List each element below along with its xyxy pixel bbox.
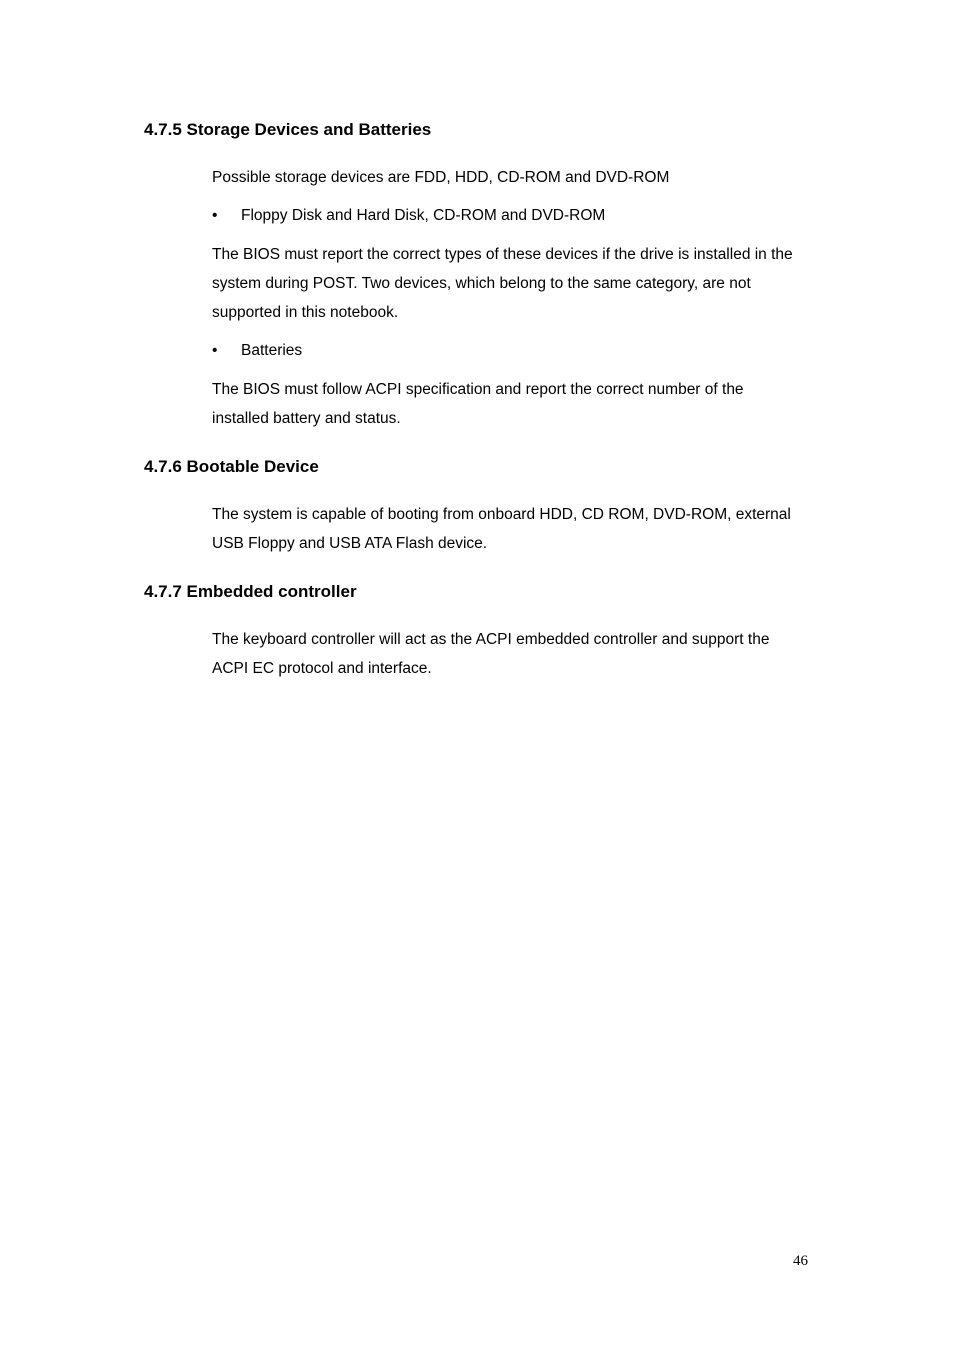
paragraph-line: system during POST. Two devices, which belong to the same category, are not (212, 275, 751, 292)
paragraph-line: The BIOS must report the correct types of these devices if the drive is installed in the (212, 246, 793, 263)
paragraph-line: The system is capable of booting from onboard HDD, CD ROM, DVD-ROM, external (212, 506, 791, 523)
bootable-paragraph (212, 500, 822, 558)
battery-bios-paragraph (212, 375, 822, 433)
paragraph-line: The BIOS must follow ACPI specification and report the correct number of the (212, 381, 744, 398)
paragraph-line: USB Floppy and USB ATA Flash device. (212, 535, 488, 552)
storage-bios-paragraph (212, 240, 822, 327)
section-heading-bootable: 4.7.6 Bootable Device (144, 457, 319, 476)
paragraph-line: supported in this notebook. (212, 304, 399, 321)
paragraph-line: installed battery and status. (212, 410, 401, 427)
bullet-icon: • (212, 207, 218, 224)
embedded-paragraph (212, 625, 822, 683)
paragraph-line: The keyboard controller will act as the ACPI embedded controller and support the (212, 631, 770, 648)
page-number: 46 (793, 1253, 808, 1269)
paragraph-line: Possible storage devices are FDD, HDD, CD-ROM and DVD-ROM (212, 169, 670, 186)
bullet-icon: • (212, 342, 218, 359)
section-heading-storage: 4.7.5 Storage Devices and Batteries (144, 120, 432, 139)
bullet-text: Floppy Disk and Hard Disk, CD-ROM and DVD-ROM (241, 207, 606, 224)
section-heading-embedded: 4.7.7 Embedded controller (144, 582, 357, 601)
storage-intro-paragraph (212, 163, 822, 192)
paragraph-line: ACPI EC protocol and interface. (212, 660, 432, 677)
bullet-text: Batteries (241, 342, 303, 359)
